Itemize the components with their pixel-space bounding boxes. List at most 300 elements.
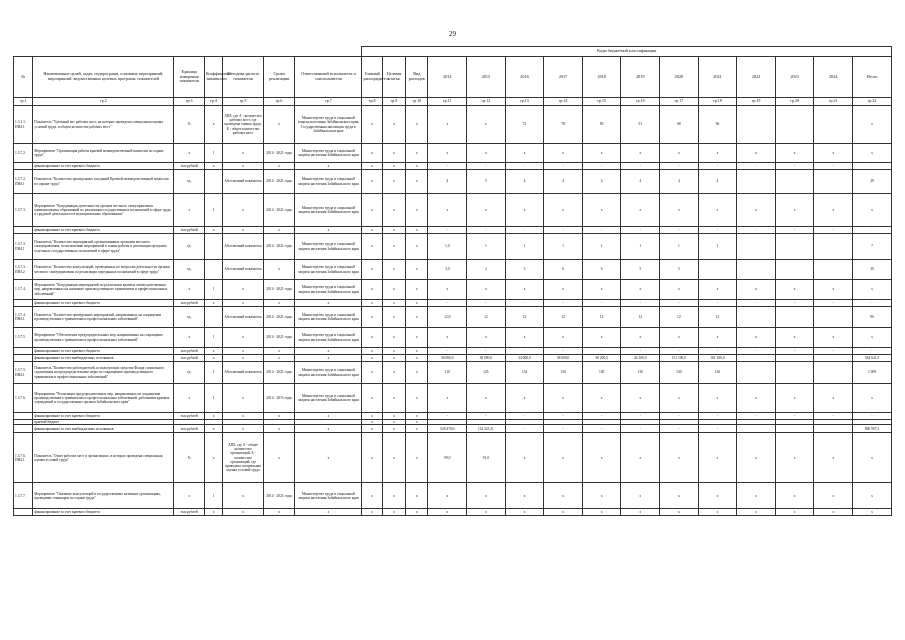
table-cell: 1.3.7.4.: [14, 280, 33, 300]
table-cell: x: [737, 483, 776, 509]
table-cell: x: [505, 280, 544, 300]
table-cell: x: [406, 106, 428, 144]
table-cell: 1: [505, 234, 544, 260]
table-cell: x: [775, 483, 814, 509]
table-cell: АПБ, где А - количество рабочих мест, где проведена оценка труда, Б - общее количество рабочих мест: [223, 106, 264, 144]
table-cell: 1.3.7.2. ПН4.1: [14, 170, 33, 194]
table-cell: x: [204, 413, 222, 420]
table-cell: 4: [505, 170, 544, 194]
table-cell: x: [660, 328, 699, 348]
table-cell: x: [382, 362, 405, 384]
table-cell: Абсолютный показатель: [223, 170, 264, 194]
row-title-cell: Мероприятие "Координация мероприятий по реализации краевых межведомственных мер, направленных на снижение производственного травматизма и профессиональных заболеваний": [33, 280, 174, 300]
table-cell: x: [814, 144, 853, 163]
table-cell: [814, 425, 853, 433]
table-cell: x: [362, 300, 382, 307]
table-cell: x: [223, 227, 264, 234]
table-cell: 130: [544, 362, 583, 384]
table-cell: [814, 106, 853, 144]
table-cell: x: [223, 163, 264, 170]
row-title-cell: Показатель "Количество проведенных мероприятий, направленных на сокращение производственного травматизма и профессиональных заболеваний": [33, 307, 174, 328]
table-cell: Министерство труда и социальной защиты населения Забайкальского края: [295, 384, 362, 413]
column-number: гр.6: [263, 98, 294, 106]
table-cell: [775, 260, 814, 280]
table-cell: Министерство труда и социальной защиты населения Забайкальского края: [295, 483, 362, 509]
table-cell: Абсолютный показатель: [223, 362, 264, 384]
table-cell: [775, 307, 814, 328]
table-cell: x: [362, 170, 382, 194]
table-cell: x: [263, 509, 294, 516]
table-cell: x: [174, 194, 204, 227]
table-cell: x: [382, 300, 405, 307]
row-title-cell: Показатель "Количество работодателей, использующих средства Фонда социального страхования на предупредительные меры по сокращению производственного травматизма и профессиональных заболеваний": [33, 362, 174, 384]
table-cell: -: [582, 163, 621, 170]
table-cell: x: [406, 260, 428, 280]
table-cell: 2014 - 2021 годы: [263, 234, 294, 260]
table-cell: [737, 106, 776, 144]
row-title-cell: финансирование за счет краевого бюджета: [33, 509, 174, 516]
table-cell: x: [467, 194, 506, 227]
table-cell: 1: [204, 362, 222, 384]
column-number: гр.5: [223, 98, 264, 106]
table-cell: x: [382, 413, 405, 420]
table-cell: x: [174, 483, 204, 509]
table-cell: 3,0: [428, 260, 467, 280]
table-cell: x: [204, 509, 222, 516]
table-cell: x: [174, 384, 204, 413]
table-cell: 2014 - 2021 годы: [263, 307, 294, 328]
table-cell: x: [467, 144, 506, 163]
table-cell: [737, 234, 776, 260]
table-cell: 12: [698, 307, 737, 328]
table-cell: Абсолютный показатель: [223, 260, 264, 280]
column-header: Главный распорядитель: [362, 57, 382, 98]
table-cell: x: [621, 509, 660, 516]
table-cell: 1.3.7.6.: [14, 384, 33, 413]
table-cell: x: [621, 384, 660, 413]
table-cell: -: [853, 348, 892, 355]
table-cell: x: [382, 280, 405, 300]
table-cell: -: [853, 413, 892, 420]
table-cell: 96: [853, 307, 892, 328]
table-cell: -: [814, 227, 853, 234]
table-cell: -: [737, 413, 776, 420]
table-cell: x: [737, 433, 776, 483]
table-cell: x: [505, 509, 544, 516]
row-title-cell: финансирование за счет внебюджетных источников: [33, 355, 174, 362]
table-cell: x: [775, 384, 814, 413]
table-cell: x: [698, 433, 737, 483]
table-cell: x: [382, 194, 405, 227]
column-header: 2020: [660, 57, 699, 98]
table-cell: x: [362, 433, 382, 483]
table-row: [14, 328, 892, 348]
table-cell: -: [544, 163, 583, 170]
table-cell: x: [223, 384, 264, 413]
table-cell: x: [467, 328, 506, 348]
table-cell: x: [853, 280, 892, 300]
table-cell: x: [362, 144, 382, 163]
table-cell: x: [467, 106, 506, 144]
table-cell: x: [737, 280, 776, 300]
table-cell: [737, 260, 776, 280]
row-title-cell: Мероприятие "Организация работы краевой межведомственной комиссии по охране труда": [33, 144, 174, 163]
row-title-cell: Мероприятие "Обеспечение предупредительных мер, направленных на сокращение производственного травматизма и профессиональных заболеваний": [33, 328, 174, 348]
table-cell: -: [621, 413, 660, 420]
row-title-cell: финансирование за счет краевого бюджета: [33, 227, 174, 234]
table-cell: тыс.рублей: [174, 355, 204, 362]
table-row: [14, 425, 892, 433]
table-cell: [737, 307, 776, 328]
page-number: 29: [449, 30, 456, 38]
table-cell: АПБ, где А - общее количество организаций, Б - количество организаций, где проведена специальная оценка условий труда: [223, 433, 264, 483]
column-header: 2022: [737, 57, 776, 98]
column-number: гр.4: [204, 98, 222, 106]
table-cell: x: [382, 420, 405, 425]
table-cell: x: [544, 433, 583, 483]
table-row: [14, 260, 892, 280]
table-cell: x: [775, 280, 814, 300]
table-cell: x: [204, 106, 222, 144]
table-cell: x: [621, 194, 660, 227]
table-cell: x: [544, 328, 583, 348]
row-title-cell: Мероприятие "Реализация предупредительных мер, направленных на сокращение производственного травматизма и профессиональных заболеваний, работников краевых учреждений и государственных органов Забайкальского края": [33, 384, 174, 413]
table-cell: -: [582, 348, 621, 355]
table-cell: -: [814, 163, 853, 170]
table-cell: -: [660, 227, 699, 234]
table-cell: 1: [204, 144, 222, 163]
table-cell: x: [295, 163, 362, 170]
table-cell: x: [621, 144, 660, 163]
column-header: 2018: [582, 57, 621, 98]
table-cell: x: [544, 483, 583, 509]
table-cell: x: [263, 348, 294, 355]
table-cell: 6: [544, 260, 583, 280]
table-cell: x: [382, 260, 405, 280]
table-cell: x: [853, 194, 892, 227]
table-cell: ед.: [174, 362, 204, 384]
table-cell: 2014 - 2021 годы: [263, 144, 294, 163]
table-cell: -: [814, 348, 853, 355]
column-header: 2016: [505, 57, 544, 98]
row-title-cell: финансирование за счет краевого бюджета: [33, 413, 174, 420]
table-cell: x: [295, 355, 362, 362]
table-cell: x: [362, 328, 382, 348]
table-cell: 12: [467, 307, 506, 328]
column-number: гр.2: [33, 98, 174, 106]
table-cell: x: [698, 194, 737, 227]
table-cell: [204, 260, 222, 280]
table-cell: 1: [204, 194, 222, 227]
table-cell: x: [853, 106, 892, 144]
table-cell: -: [621, 425, 660, 433]
table-cell: [775, 234, 814, 260]
table-cell: -: [698, 300, 737, 307]
table-cell: x: [544, 384, 583, 413]
table-row: [14, 362, 892, 384]
table-cell: x: [853, 509, 892, 516]
table-cell: -: [582, 413, 621, 420]
column-number: гр.8: [362, 98, 382, 106]
table-cell: [775, 106, 814, 144]
table-cell: x: [382, 328, 405, 348]
table-cell: x: [406, 433, 428, 483]
row-title-cell: Показатель "Удельный вес рабочих мест, на которых проведена специальная оценка условий труда, в общем количестве рабочих мест": [33, 106, 174, 144]
table-cell: 12: [544, 307, 583, 328]
table-cell: -: [698, 425, 737, 433]
table-cell: x: [362, 194, 382, 227]
table-cell: x: [263, 433, 294, 483]
table-cell: -: [467, 348, 506, 355]
table-cell: 96: [698, 106, 737, 144]
table-cell: Министерство труда и социальной защиты населения Забайкальского края: [295, 170, 362, 194]
table-cell: x: [544, 509, 583, 516]
table-cell: [814, 362, 853, 384]
table-cell: x: [428, 194, 467, 227]
table-cell: x: [295, 300, 362, 307]
table-cell: x: [428, 328, 467, 348]
table-cell: x: [362, 234, 382, 260]
table-cell: x: [204, 348, 222, 355]
table-cell: -: [621, 227, 660, 234]
table-cell: x: [775, 194, 814, 227]
table-cell: Министерство труда и социальной защиты населения Забайкальского края: [295, 328, 362, 348]
table-cell: [204, 234, 222, 260]
column-number: гр.10: [406, 98, 428, 106]
table-cell: -: [505, 425, 544, 433]
table-cell: x: [382, 348, 405, 355]
table-body: [14, 106, 892, 516]
table-cell: x: [582, 509, 621, 516]
column-header: Итого: [853, 57, 892, 98]
column-number: гр.19: [737, 98, 776, 106]
table-cell: 1: [204, 280, 222, 300]
table-cell: 1: [204, 483, 222, 509]
table-cell: x: [382, 170, 405, 194]
table-cell: -: [737, 227, 776, 234]
table-cell: x: [660, 280, 699, 300]
table-cell: тыс.рублей: [174, 227, 204, 234]
table-cell: x: [698, 509, 737, 516]
table-cell: 1.3.1.1. ПН4.1: [14, 106, 33, 144]
table-cell: Министерство труда и социальной защиты населения Забайкальского края: [295, 260, 362, 280]
table-cell: x: [582, 280, 621, 300]
table-cell: -: [853, 300, 892, 307]
table-cell: 78: [544, 106, 583, 144]
table-cell: x: [382, 433, 405, 483]
table-cell: x: [775, 433, 814, 483]
table-cell: 1: [582, 234, 621, 260]
table-row: [14, 194, 892, 227]
column-numbers: [14, 98, 892, 106]
table-cell: x: [406, 425, 428, 433]
table-cell: 1: [204, 328, 222, 348]
budget-classification-group: Коды бюджетной классификации: [362, 47, 892, 57]
table-cell: x: [223, 425, 264, 433]
table-cell: 134: [505, 362, 544, 384]
table-cell: 1.3.7.2.: [14, 144, 33, 163]
table-row: [14, 307, 892, 328]
column-header: Единица измерения показателя: [174, 57, 204, 98]
table-cell: [14, 413, 33, 420]
table-cell: x: [698, 483, 737, 509]
column-number: гр.7: [295, 98, 362, 106]
table-cell: 1.3.7.7.: [14, 483, 33, 509]
table-cell: 2014 - 2015 годы: [263, 384, 294, 413]
table-cell: x: [362, 384, 382, 413]
column-number: гр.22: [853, 98, 892, 106]
column-number: гр.9: [382, 98, 405, 106]
table-cell: тыс.рублей: [174, 509, 204, 516]
table-cell: x: [223, 194, 264, 227]
table-cell: -: [505, 300, 544, 307]
table-cell: x: [621, 433, 660, 483]
table-cell: 130: [621, 362, 660, 384]
table-cell: x: [406, 348, 428, 355]
table-cell: x: [382, 509, 405, 516]
table-cell: [698, 260, 737, 280]
row-title-cell: Показатель "Количество проведенных заседаний Краевой межведомственной комиссии по охране труда": [33, 170, 174, 194]
table-cell: x: [406, 300, 428, 307]
table-cell: x: [362, 425, 382, 433]
table-cell: x: [406, 355, 428, 362]
table-cell: Министерство труда и социальной защиты населения Забайкальского края: [295, 362, 362, 384]
table-cell: x: [362, 483, 382, 509]
table-cell: -: [582, 227, 621, 234]
table-cell: [814, 170, 853, 194]
table-cell: -: [467, 227, 506, 234]
column-header: 2014: [428, 57, 467, 98]
table-cell: x: [223, 413, 264, 420]
table-cell: -: [775, 163, 814, 170]
table-cell: x: [814, 483, 853, 509]
table-cell: x: [853, 144, 892, 163]
table-cell: x: [223, 328, 264, 348]
column-header: Сроки реализации: [263, 57, 294, 98]
table-cell: x: [428, 106, 467, 144]
table-cell: 2014 - 2021 годы: [263, 280, 294, 300]
table-cell: x: [428, 384, 467, 413]
table-cell: x: [362, 280, 382, 300]
column-header: Коэффициент значимости: [204, 57, 222, 98]
table-cell: x: [382, 106, 405, 144]
table-cell: x: [362, 106, 382, 144]
table-cell: тыс.рублей: [174, 348, 204, 355]
table-cell: x: [406, 170, 428, 194]
table-cell: x: [174, 144, 204, 163]
table-cell: x: [406, 413, 428, 420]
table-cell: тыс.рублей: [174, 413, 204, 420]
table-cell: [775, 355, 814, 362]
table-cell: -: [505, 227, 544, 234]
table-cell: x: [660, 194, 699, 227]
table-cell: Министерство труда и социальной защиты населения Забайкальского края: [295, 194, 362, 227]
table-cell: [14, 509, 33, 516]
table-cell: 4: [698, 170, 737, 194]
column-number: гр.1: [14, 98, 33, 106]
table-cell: 1 009: [853, 362, 892, 384]
table-cell: -: [505, 163, 544, 170]
table-cell: x: [467, 384, 506, 413]
table-row: [14, 433, 892, 483]
table-cell: x: [295, 433, 362, 483]
column-number: гр.15: [582, 98, 621, 106]
column-header: 2019: [621, 57, 660, 98]
table-cell: x: [853, 328, 892, 348]
table-cell: x: [406, 280, 428, 300]
table-cell: x: [263, 425, 294, 433]
table-cell: 85: [582, 106, 621, 144]
table-cell: 91,0: [467, 433, 506, 483]
table-row: [14, 163, 892, 170]
table-cell: 4: [428, 170, 467, 194]
table-cell: [737, 362, 776, 384]
table-cell: 12: [582, 307, 621, 328]
table-cell: x: [698, 280, 737, 300]
column-number: гр.20: [775, 98, 814, 106]
table-cell: x: [223, 348, 264, 355]
table-cell: x: [544, 194, 583, 227]
table-cell: 4: [660, 170, 699, 194]
table-cell: x: [382, 163, 405, 170]
table-cell: x: [814, 384, 853, 413]
table-cell: x: [362, 509, 382, 516]
table-cell: -: [814, 300, 853, 307]
table-row: [14, 227, 892, 234]
table-cell: x: [406, 483, 428, 509]
table-cell: -: [660, 300, 699, 307]
table-cell: -: [814, 413, 853, 420]
table-cell: [14, 355, 33, 362]
table-cell: %: [174, 106, 204, 144]
table-cell: Министерство труда и социальной защиты населения Забайкальского края: [295, 144, 362, 163]
table-cell: x: [174, 328, 204, 348]
table-cell: x: [295, 413, 362, 420]
table-cell: x: [660, 509, 699, 516]
table-row: [14, 300, 892, 307]
table-cell: x: [660, 384, 699, 413]
table-cell: x: [660, 144, 699, 163]
table-cell: x: [362, 260, 382, 280]
table-cell: 800 997,3: [853, 425, 892, 433]
table-cell: x: [382, 144, 405, 163]
table-cell: x: [263, 106, 294, 144]
column-header: Целевая статья: [382, 57, 405, 98]
column-number: гр.13: [505, 98, 544, 106]
table-cell: x: [362, 420, 382, 425]
table-cell: x: [505, 328, 544, 348]
table-cell: x: [406, 362, 428, 384]
table-row: [14, 234, 892, 260]
table-cell: 1: [204, 384, 222, 413]
column-header: Наименование целей, задач, подпрограмм, основных мероприятий, мероприятий, ведомственных целевых программ, показателей: [33, 57, 174, 98]
column-number: гр.14: [544, 98, 583, 106]
table-cell: -: [660, 348, 699, 355]
table-cell: x: [223, 483, 264, 509]
table-cell: 38 000,0: [544, 355, 583, 362]
table-cell: -: [544, 413, 583, 420]
table-cell: 528 478,6: [428, 425, 467, 433]
table-cell: [737, 355, 776, 362]
table-cell: 36 000,0: [428, 355, 467, 362]
table-cell: x: [204, 300, 222, 307]
table-cell: -: [505, 348, 544, 355]
table-cell: 1.3.7.5.: [14, 328, 33, 348]
table-cell: x: [406, 384, 428, 413]
table-cell: [775, 170, 814, 194]
table-cell: -: [544, 425, 583, 433]
table-cell: 1: [544, 234, 583, 260]
